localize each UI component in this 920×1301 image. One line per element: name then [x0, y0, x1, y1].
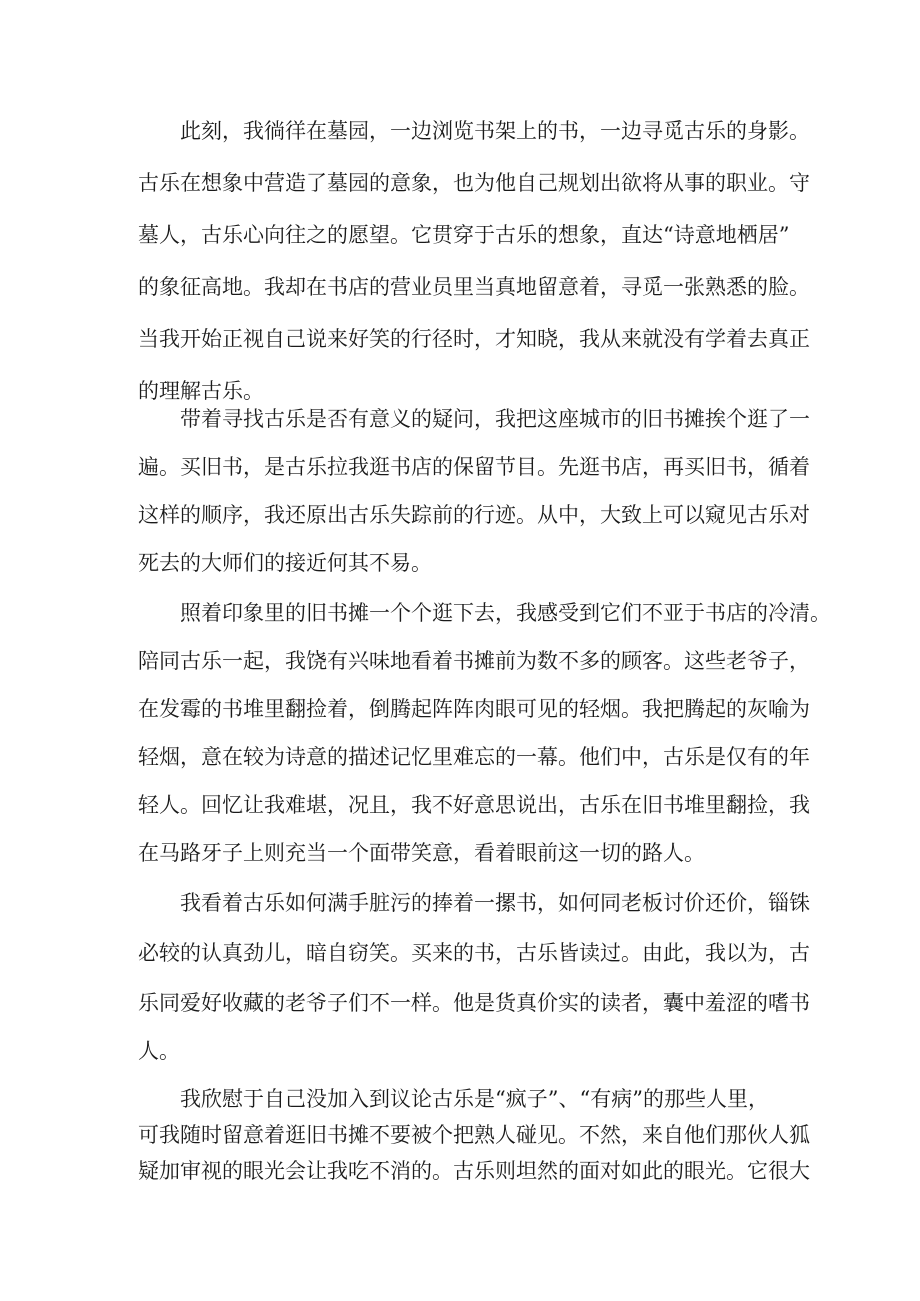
paragraph-line: 墓人，古乐心向往之的愿望。它贯穿于古乐的想象，直达“诗意地栖居”: [138, 223, 790, 247]
paragraph-line: 古乐在想象中营造了墓园的意象，也为他自己规划出欲将从事的职业。守: [138, 171, 810, 195]
paragraph-line: 可我随时留意着逛旧书摊不要被个把熟人碰见。不然，来自他们那伙人狐: [138, 1123, 810, 1147]
paragraph-line: 我欣慰于自己没加入到议论古乐是“疯子”、“有病”的那些人里，: [180, 1087, 769, 1111]
paragraph-line: 陪同古乐一起，我饶有兴味地看着书摊前为数不多的顾客。这些老爷子，: [138, 649, 810, 673]
paragraph-line: 我看着古乐如何满手脏污的捧着一摞书，如何同老板讨价还价，锱铢: [180, 891, 810, 915]
paragraph-line: 在发霉的书堆里翻捡着，倒腾起阵阵肉眼可见的轻烟。我把腾起的灰喻为: [138, 697, 810, 721]
paragraph-line: 人。: [138, 1039, 180, 1063]
paragraph-line: 带着寻找古乐是否有意义的疑问，我把这座城市的旧书摊挨个逛了一: [180, 407, 810, 431]
paragraph-line: 这样的顺序，我还原出古乐失踪前的行迹。从中，大致上可以窥见古乐对: [138, 503, 810, 527]
paragraph-line: 在马路牙子上则充当一个面带笑意，看着眼前这一切的路人。: [138, 841, 705, 865]
paragraph-line: 轻烟，意在较为诗意的描述记忆里难忘的一幕。他们中，古乐是仅有的年: [138, 745, 810, 769]
paragraph-line: 的象征高地。我却在书店的营业员里当真地留意着，寻觅一张熟悉的脸。: [138, 275, 810, 299]
paragraph-line: 遍。买旧书，是古乐拉我逛书店的保留节目。先逛书店，再买旧书，循着: [138, 455, 810, 479]
paragraph-line: 必较的认真劲儿，暗自窃笑。买来的书，古乐皆读过。由此，我以为，古: [138, 941, 810, 965]
paragraph-line: 此刻，我徜徉在墓园，一边浏览书架上的书，一边寻觅古乐的身影。: [180, 119, 810, 143]
paragraph-line: 死去的大师们的接近何其不易。: [138, 551, 432, 575]
paragraph-line: 轻人。回忆让我难堪，况且，我不好意思说出，古乐在旧书堆里翻捡，我: [138, 793, 810, 817]
paragraph-line: 当我开始正视自己说来好笑的行径时，才知晓，我从来就没有学着去真正: [138, 327, 810, 351]
paragraph-line: 乐同爱好收藏的老爷子们不一样。他是货真价实的读者，囊中羞涩的嗜书: [138, 991, 810, 1015]
paragraph-line: 照着印象里的旧书摊一个个逛下去，我感受到它们不亚于书店的冷清。: [180, 601, 831, 625]
paragraph-line: 的理解古乐。: [138, 379, 264, 403]
paragraph-line: 疑加审视的眼光会让我吃不消的。古乐则坦然的面对如此的眼光。它很大: [138, 1159, 810, 1183]
